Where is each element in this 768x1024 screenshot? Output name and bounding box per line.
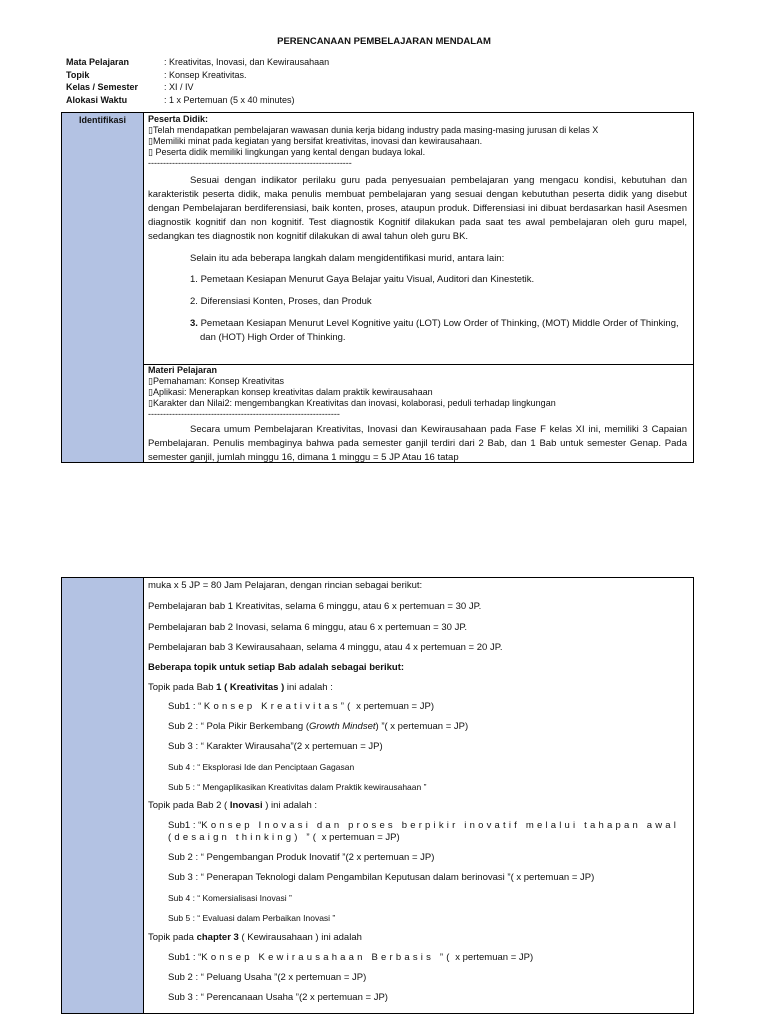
bullet-item	[148, 147, 687, 158]
separator-line: ----------------------------------------------------------------	[148, 409, 340, 419]
document-title: PERENCANAAN PEMBELAJARAN MENDALAM	[277, 36, 491, 47]
bab-line: Pembelajaran bab 3 Kewirausahaan, selama 4 minggu, atau 4 x pertemuan = 20 JP.	[148, 642, 503, 653]
list-item: 1. Pemetaan Kesiapan Menurut Gaya Belajar yaitu Visual, Auditori dan Kinestetik.	[190, 274, 535, 285]
bab1-sub5: Sub 5 : “ Mengaplikasikan Kreativitas dalam Praktik kewirausahaan ”	[168, 782, 427, 792]
bullet-text: Pemahaman: Konsep Kreativitas	[152, 376, 285, 386]
list-item: 3. Pemetaan Kesiapan Menurut Level Kognitive yaitu (LOT) Low Order of Thinking, (MOT) Middle Order of Thinking, dan (HOT) High Order of Thinking.	[190, 318, 679, 343]
peserta-didik-cell	[144, 113, 693, 365]
bullet-text: Memiliki minat pada kegiatan yang bersifat kreativitas, inovasi dan kewirausahaan.	[152, 136, 483, 146]
meta-value: : 1 x Pertemuan (5 x 40 minutes)	[164, 94, 295, 105]
meta-key: Topik	[66, 69, 90, 80]
meta-value: : XI / IV	[164, 82, 194, 92]
bullet-text: Telah mendapatkan pembelajaran wawasan dunia kerja bidang industry pada masing-masing jurusan di kelas X	[152, 125, 599, 135]
bab3-heading: Topik pada chapter 3 ( Kewirausahaan ) ini adalah	[148, 932, 362, 943]
bab-line: Pembelajaran bab 2 Inovasi, selama 6 minggu, atau 6 x pertemuan = 30 JP.	[148, 622, 468, 633]
bab2-sub5: Sub 5 : “ Evaluasi dalam Perbaikan Inovasi ”	[168, 913, 336, 923]
bab3-sub2: Sub 2 : “ Peluang Usaha ”(2 x pertemuan = JP)	[168, 972, 367, 983]
materi-heading: Materi Pelajaran	[148, 365, 218, 375]
meta-value: : Kreativitas, Inovasi, dan Kewirausahaan	[164, 57, 330, 67]
bullet-item	[148, 136, 687, 147]
bullet-text: Aplikasi: Menerapkan konsep kreativitas dalam praktik kewirausahaan	[152, 387, 433, 397]
identification-table-continued	[61, 577, 694, 1014]
bab2-sub4: Sub 4 : “ Komersialisasi Inovasi ”	[168, 893, 292, 903]
section-label-cell	[62, 113, 144, 462]
bab2-heading: Topik pada Bab 2 ( Inovasi ) ini adalah :	[148, 800, 318, 811]
bullet-glyph: ▯	[148, 387, 153, 397]
bullet-glyph: ▯	[148, 147, 153, 157]
separator-line: --------------------------------------------------------------------	[148, 158, 352, 168]
section-label: Identifikasi	[78, 115, 126, 125]
meta-row-class	[66, 81, 329, 94]
bullet-item	[148, 376, 687, 387]
bab2-sub1-cont: (desaign thinking) ”( x pertemuan = JP)	[168, 832, 400, 843]
bab2-sub3: Sub 3 : “ Penerapan Teknologi dalam Pengambilan Keputusan dalam berinovasi ”( x pertemuan = JP)	[168, 872, 595, 883]
peserta-heading: Peserta Didik:	[148, 114, 209, 124]
intro-text: Selain itu ada beberapa langkah dalam mengidentifikasi murid, antara lain:	[190, 253, 505, 264]
bullet-glyph: ▯	[148, 136, 153, 146]
bullet-text: Karakter dan Nilai2: mengembangkan Kreativitas dan inovasi, kolaborasi, peduli terhadap lingkungan	[152, 398, 556, 408]
bullet-glyph: ▯	[148, 398, 153, 408]
meta-row-topic	[66, 69, 329, 82]
bab3-sub3: Sub 3 : “ Perencanaan Usaha ”(2 x pertemuan = JP)	[168, 992, 388, 1003]
meta-row-time	[66, 94, 329, 107]
meta-block	[66, 56, 329, 106]
bullet-glyph: ▯	[148, 376, 153, 386]
bab1-sub4: Sub 4 : “ Eksplorasi Ide dan Penciptaan Gagasan	[168, 762, 355, 772]
bullet-item	[148, 125, 687, 136]
bullet-glyph: ▯	[148, 125, 153, 135]
meta-value: : Konsep Kreativitas.	[164, 69, 247, 80]
bab1-sub2: Sub 2 : “ Pola Pikir Berkembang (Growth Mindset) ”( x pertemuan = JP)	[168, 721, 469, 732]
section-label-cell	[62, 578, 144, 1013]
peserta-didik-content	[148, 113, 687, 364]
meta-row-subject	[66, 56, 329, 69]
meta-key: Kelas / Semester	[66, 82, 139, 92]
materi-pelajaran-cell	[144, 364, 693, 462]
bullet-item	[148, 398, 687, 409]
bab-line: Pembelajaran bab 1 Kreativitas, selama 6 minggu, atau 6 x pertemuan = 30 JP.	[148, 601, 482, 612]
materi-content	[148, 364, 687, 462]
bullet-item	[148, 387, 687, 398]
meta-key: Mata Pelajaran	[66, 57, 130, 67]
paragraph-text: Secara umum Pembelajaran Kreativitas, Inovasi dan Kewirausahaan pada Fase F kelas XI ini, memiliki 3 Capaian Pembelajaran. Penulis membaginya bahwa pada semester ganjil terdiri dari 2 Bab, dan 1 Bab untuk semester Genap. Pada semester ganjil, jumlah minggu 16, dimana 1 minggu = 5 JP Atau 16 tatap	[148, 424, 687, 462]
paragraph-text: Sesuai dengan indikator perilaku guru pada penyesuaian pembelajaran yang mengacu kondisi, kebutuhan dan karakteristik peserta didik, maka penulis membuat pembelajaran yang sesuai dengan kebututhan peserta didik yang disebut dengan Pembelajaran berdiferensiasi, baik konten, proses, ataupun produk. Differensiasi ini dibuat berdasarkan hasil Asesmen diagnostik kognitif dan non kognitif. Test diagnostik Kognitif dilakukan pada saat tes awal pembelajaran oleh guru mapel, sedangkan tes diagnostik non kognitif dilakukan di awal tahun oleh guru BK.	[148, 175, 687, 242]
identification-table	[61, 112, 694, 463]
bab1-sub3: Sub 3 : “ Karakter Wirausaha”(2 x pertemuan = JP)	[168, 741, 383, 752]
bab1-heading: Topik pada Bab 1 ( Kreativitas ) ini adalah :	[148, 682, 333, 693]
paragraph	[148, 174, 687, 244]
bullet-text: Peserta didik memiliki lingkungan yang kental dengan budaya lokal.	[152, 147, 426, 157]
bab2-sub1: Sub1 : “Konsep Inovasi dan proses berpikir inovatif melalui tahapan awal	[168, 820, 680, 831]
list-item: 2. Diferensiasi Konten, Proses, dan Produk	[190, 296, 372, 307]
bab2-sub2: Sub 2 : “ Pengembangan Produk Inovatif ”(2 x pertemuan = JP)	[168, 852, 435, 863]
bab3-sub1: Sub1 : “Konsep Kewirausahaan Berbasis ”( x pertemuan = JP)	[168, 952, 534, 963]
topik-heading: Beberapa topik untuk setiap Bab adalah sebagai berikut:	[148, 662, 405, 673]
continuation-text: muka x 5 JP = 80 Jam Pelajaran, dengan rincian sebagai berikut:	[148, 580, 423, 591]
page2-content	[144, 578, 693, 1013]
paragraph	[148, 423, 687, 462]
bab1-sub1: Sub1 : “ Konsep Kreativitas”( x pertemuan = JP)	[168, 701, 434, 712]
meta-key: Alokasi Waktu	[66, 94, 128, 105]
